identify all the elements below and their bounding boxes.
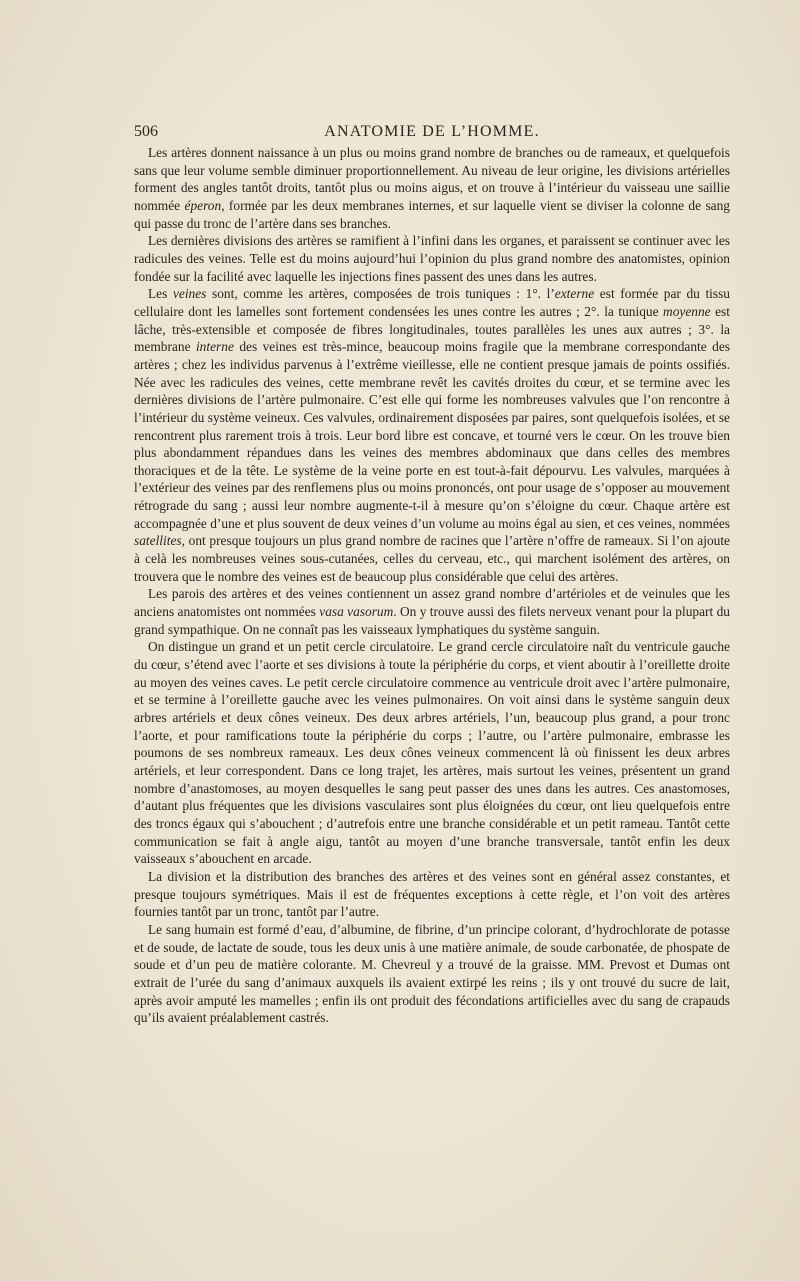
italic-term: moyenne [663,303,711,319]
italic-term: éperon [184,197,222,213]
text-run: Les parois des artères et des veines contiennent un assez grand nombre d’artérioles et de veinules que les anciens anatomistes ont nommées [134,586,730,620]
text-run: La division et la distribution des branches des artères et des veines sont en général assez constantes, et presque toujours symétriques. Mais il est de fréquentes exceptions à cette règle, et l’on voit des artères fournies tantôt par un tronc, tantôt par l’autre. [134,868,730,920]
text-run: Les [148,286,173,302]
running-head: ANATOMIE DE L’HOMME. [324,123,540,140]
paragraph [134,232,730,285]
text-run: des veines est très-mince, beaucoup moins fragile que la membrane correspondante des artères ; chez les individus parvenus à l’extrême vieillesse, elle ne contient presque jamais de points ossifiés. Née avec les radicules des veines, cette membrane revêt les cavités droites du cœur, et se termine avec les dernières divisions de l’artère pulmonaire. C’est elle qui forme les nombreuses valvules que l’on rencontre à l’intérieur du système veineux. Ces valvules, ordinairement disposées par paires, sont quelquefois isolées, et se rencontrent plus rarement trois à trois. Leur bord libre est concave, et tourné vers le cœur. On les trouve bien plus abondamment répandues dans les veines des membres abdominaux que dans celles des membres thoraciques et de la tête. Le système de la veine porte en est tout-à-fait dépourvu. Les valvules, marquées à l’extérieur des veines par des renflemens plus ou moins prononcés, ont pour usage de s’opposer au mouvement rétrograde du sang ; aussi leur nombre augmente-t-il à mesure qu’on s’éloigne du cœur. Chaque artère est accompagnée d’une et plus souvent de deux veines d’un volume au moins égal au sien, et ces veines, nommées [134,339,731,531]
text-run: Les artères donnent naissance à un plus ou moins grand nombre de branches ou de rameaux, et quelquefois sans que leur volume semble diminuer proportionnellement. Au niveau de leur origine, les divisions artérielles forment des angles tantôt droits, tantôt plus ou moins aigus, et on trouve à l’intérieur du vaisseau une saillie nommée [134,145,730,213]
text-run: est lâche, très-extensible et composée de fibres longitudinales, toutes parallèles les unes aux autres ; 3°. la membrane [134,303,730,355]
paragraph [134,144,730,232]
text-run: . On y trouve aussi des filets nerveux venant pour la plupart du grand sympathique. On ne connaît pas les vaisseaux lymphatiques du système sanguin. [134,604,730,637]
text-run: est formée par du tissu cellulaire dont les lamelles sont fortement condensées les unes contre les autres ; 2°. la tunique [134,286,731,319]
italic-term: veines [172,286,207,302]
body-text [134,144,730,1027]
text-run: , formée par les deux membranes internes, et sur laquelle vient se diviser la colonne de sang qui passe du tronc de l’artère dans ses branches. [134,197,730,231]
italic-term: externe [554,286,595,302]
text-run: , ont presque toujours un plus grand nombre de racines que l’artère n’offre de rameaux. Si l’on ajoute à celà les nombreuses veines sous-cutanées, celles du cerveau, etc., qui marchent isolément des artères, on trouvera que le nombre des veines est de beaucoup plus considérable que celui des artères. [134,533,730,584]
text-run: Les dernières divisions des artères se ramifient à l’infini dans les organes, et paraissent se continuer avec les radicules des veines. Telle est du moins aujourd’hui l’opinion du plus grand nombre des anatomistes, opinion fondée sur la facilité avec laquelle les injections fines passent des unes dans les autres. [134,233,730,284]
page-number: 506 [134,123,158,140]
text-run: sont, comme les artères, composées de trois tuniques : 1°. l’ [206,286,555,302]
text-run: Le sang humain est formé d’eau, d’albumine, de fibrine, d’un principe colorant, d’hydrochlorate de potasse et de soude, de lactate de soude, tous les deux unis à une matière animale, de soude carbonatée, de phospate de soude et d’un peu de matière colorante. M. Chevreul y a trouvé de la graisse. MM. Prevost et Dumas ont extrait de l’urée du sang d’animaux auxquels ils avaient extirpé les reins ; ils y ont trouvé du sucre de lait, après avoir amputé les mamelles ; enfin ils ont produit des fécondations artificielles avec du sang de crapauds qu’ils avaient préalablement castrés. [134,921,730,1026]
paragraph [134,285,730,585]
text-run: On distingue un grand et un petit cercle circulatoire. Le grand cercle circulatoire naît du ventricule gauche du cœur, s’étend avec l’aorte et ses divisions à toute la périphérie du corps, et vient aboutir à l’oreillette droite au moyen des veines caves. Le petit cercle circulatoire commence au ventricule droit avec l’artère pulmonaire, et se termine à l’oreillette gauche avec les veines pulmonaires. On voit ainsi dans le système sanguin deux arbres artériels et deux cônes veineux. Des deux arbres artériels, l’un, beaucoup plus grand, a pour tronc l’aorte, et pour ramifications toute la périphérie du corps ; l’autre, ou l’artère pulmonaire, embrasse les poumons de ses nombreux rameaux. Les deux cônes veineux commencent là où finissent les deux arbres artériels, et leur correspondent. Dans ce long trajet, les artères, mais surtout les veines, présentent un grand nombre d’anastomoses, au moyen desquelles le sang peut passer des unes dans les autres. Ces anastomoses, d’autant plus fréquentes que les divisions vasculaires sont plus éloignées du cœur, ont lieu quelquefois entre des troncs égaux qui s’abouchent ; d’autrefois entre une branche considérable et un petit rameau. Tantôt cette communication se fait à angle aigu, tantôt au moyen d’une branche transversale, tantôt enfin les deux vaisseaux s’abouchent en arcade. [134,639,730,867]
page-header [134,123,730,145]
paragraph [134,585,730,638]
paragraph [134,868,730,921]
paragraph [134,638,730,868]
italic-term: satellites [134,533,182,549]
italic-term: vasa vasorum [319,604,394,620]
paragraph [134,921,730,1027]
italic-term: interne [195,339,234,355]
